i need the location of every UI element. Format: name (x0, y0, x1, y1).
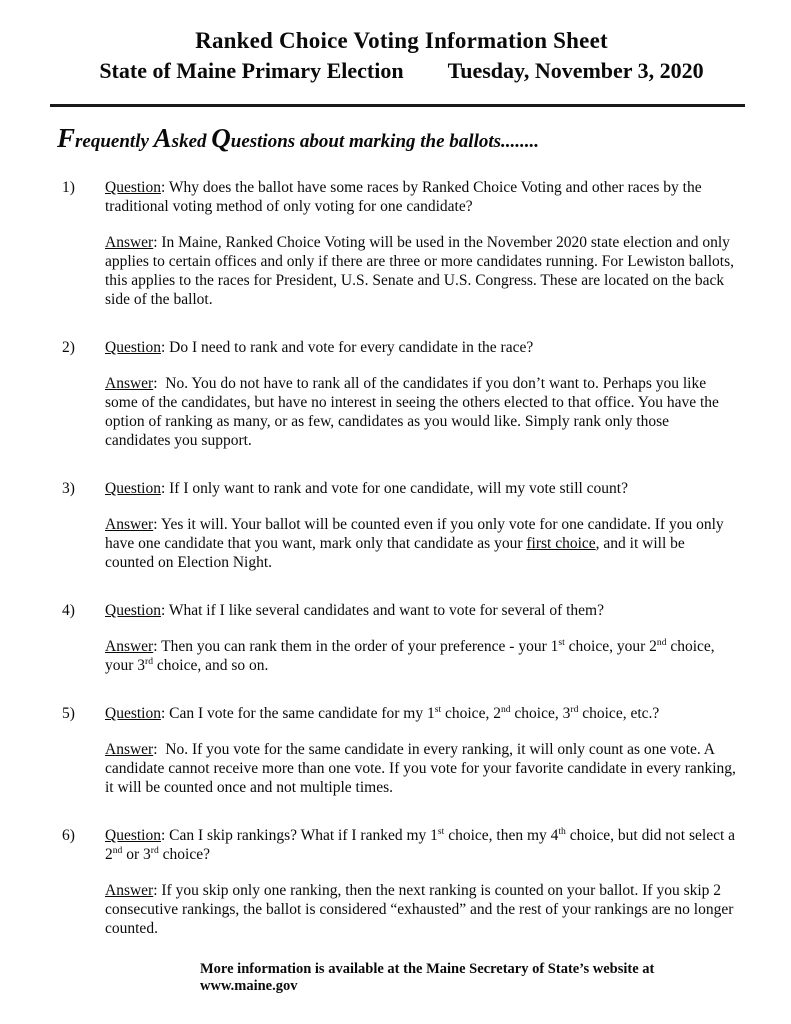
faq-item-4 (62, 601, 741, 675)
faq-heading: Frequently Asked Questions about marking the ballots........ (57, 123, 540, 153)
answer-text: Answer: No. You do not have to rank all of the candidates if you don’t want to. Perhaps you like some of the candidates, but have no interest in seeing the others elected to that office. You have the option of ranking as many, or as few, candidates as you would like. Simply rank only those candidates you support. (105, 375, 719, 449)
subtitle-election: State of Maine Primary Election (99, 58, 404, 83)
answer-text: Answer: Then you can rank them in the order of your preference - your 1st choice, your 2nd choice, your 3rd choice, and so on. (105, 636, 715, 674)
faq-item-1 (62, 178, 741, 309)
question-number: 1) (62, 179, 75, 196)
subtitle-date: Tuesday, November 3, 2020 (447, 58, 704, 83)
question-text: Question: Why does the ballot have some races by Ranked Choice Voting and other races by the traditional voting method of only voting for one candidate? (105, 179, 702, 215)
question-text: Question: What if I like several candidates and want to vote for several of them? (105, 602, 604, 619)
answer-text: Answer: In Maine, Ranked Choice Voting will be used in the November 2020 state election and only applies to certain offices and only if there are three or more candidates running. For Lewiston ballots, this applies to the races for President, U.S. Senate and U.S. Congress. These are located on the back side of the ballot. (105, 234, 734, 308)
question-text: Question: Can I vote for the same candidate for my 1st choice, 2nd choice, 3rd choice, etc.? (105, 703, 660, 722)
answer-text: Answer: If you skip only one ranking, then the next ranking is counted on your ballot. If you skip 2 consecutive rankings, the ballot is considered “exhausted” and the rest of your rankings are no longer counted. (105, 882, 734, 937)
question-text: Question: Can I skip rankings? What if I ranked my 1st choice, then my 4th choice, but did not select a 2nd or 3rd choice? (105, 825, 736, 863)
question-text: Question: Do I need to rank and vote for every candidate in the race? (105, 339, 534, 356)
faq-list (62, 178, 741, 938)
question-number: 3) (62, 480, 75, 497)
answer-text: Answer: No. If you vote for the same candidate in every ranking, it will only count as one vote. A candidate cannot receive more than one vote. If you vote for your favorite candidate in every ranking, it will be counted once and not multiple times. (105, 741, 736, 796)
page-subtitle (62, 58, 741, 84)
question-number: 5) (62, 705, 75, 722)
horizontal-divider (50, 104, 745, 107)
faq-item-2 (62, 338, 741, 450)
question-number: 4) (62, 602, 75, 619)
faq-item-3 (62, 479, 741, 572)
page-title: Ranked Choice Voting Information Sheet (195, 28, 608, 53)
answer-text: Answer: Yes it will. Your ballot will be counted even if you only vote for one candidate. If you only have one candidate that you want, mark only that candidate as your first choice, and it will be counted on Election Night. (105, 516, 724, 571)
faq-item-5 (62, 704, 741, 797)
faq-item-6 (62, 826, 741, 938)
question-number: 6) (62, 827, 75, 844)
question-number: 2) (62, 339, 75, 356)
footer-note: More information is available at the Maine Secretary of State’s website at www.maine.gov (200, 961, 655, 994)
question-text: Question: If I only want to rank and vote for one candidate, will my vote still count? (105, 480, 628, 497)
